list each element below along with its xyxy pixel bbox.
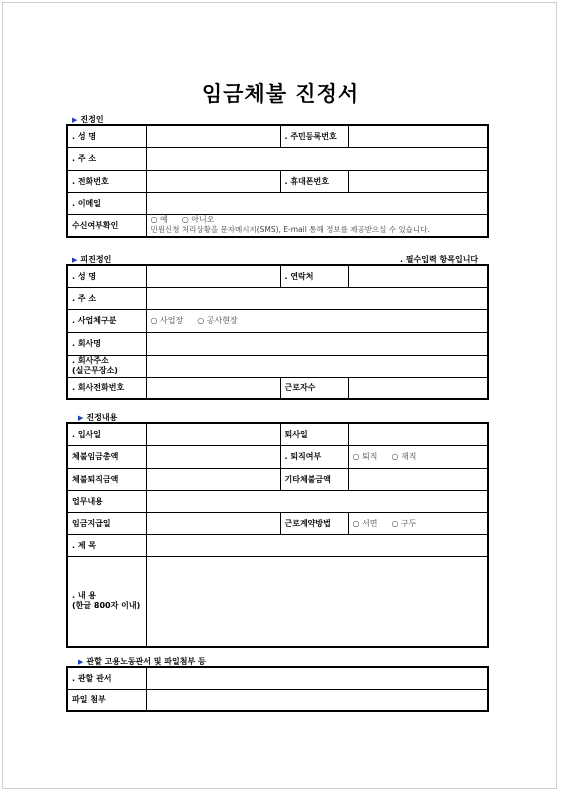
address-label: . 주 소 [67, 147, 146, 170]
mobile-label: . 휴대폰번호 [280, 170, 348, 192]
company-field[interactable] [146, 332, 488, 355]
respondent-table [66, 264, 489, 400]
consent-cell [146, 214, 488, 237]
rrn-field[interactable] [348, 125, 488, 147]
subject-field[interactable] [146, 534, 488, 556]
consent-yes-radio[interactable]: ○ 예 [150, 215, 168, 225]
email-label: . 이메일 [67, 192, 146, 214]
retired-radio[interactable]: ○ 퇴직 [352, 452, 378, 461]
section-title: 관할 고용노동관서 및 파일첨부 등 [86, 657, 206, 666]
employed-radio[interactable]: ○ 재직 [391, 452, 417, 461]
company-address-label: . 회사주소 (실근무장소) [67, 355, 146, 377]
biz-workplace-radio[interactable]: ○ 사업장 [150, 316, 184, 325]
company-address-field[interactable] [146, 355, 488, 377]
content-label: . 내 용 (한글 800자 이내) [67, 556, 146, 647]
unpaid-wage-label: 체불임금총액 [67, 445, 146, 468]
phone-field[interactable] [146, 170, 280, 192]
respondent-name-field[interactable] [146, 265, 280, 287]
consent-label: 수신여부확인 [67, 214, 146, 237]
page-title: 임금체불 진정서 [201, 82, 360, 106]
file-upload-field[interactable] [146, 689, 488, 711]
section-title: 진정인 [80, 115, 104, 124]
hire-date-label: . 입사일 [67, 423, 146, 445]
name-label: . 성 명 [67, 125, 146, 147]
contact-label: . 연락처 [280, 265, 348, 287]
petitioner-table [66, 124, 489, 238]
employees-field[interactable] [348, 377, 488, 399]
respondent-name-label: . 성 명 [67, 265, 146, 287]
unpaid-severance-field[interactable] [146, 468, 280, 490]
contract-verbal-radio[interactable]: ○ 구두 [391, 518, 417, 528]
name-field[interactable] [146, 125, 280, 147]
biz-type-label: . 사업체구분 [67, 309, 146, 332]
arrow-icon: ▶ [78, 658, 84, 666]
respondent-address-label: . 주 소 [67, 287, 146, 309]
office-table [66, 666, 489, 712]
contact-field[interactable] [348, 265, 488, 287]
file-label: 파일 첨부 [67, 689, 146, 711]
company-phone-label: . 회사전화번호 [67, 377, 146, 399]
consent-no-radio[interactable]: ○ 아니오 [181, 215, 215, 225]
section-title: 진정내용 [86, 413, 118, 422]
contract-cell [348, 512, 488, 534]
payday-field[interactable] [146, 512, 280, 534]
section-title: 피진정인 [80, 255, 112, 264]
respondent-address-field[interactable] [146, 287, 488, 309]
retire-cell [348, 445, 488, 468]
content-textarea[interactable] [146, 556, 488, 647]
biz-type-cell [146, 309, 488, 332]
required-note: . 필수입력 항목입니다 [400, 255, 479, 264]
address-field[interactable] [146, 147, 488, 170]
biz-construction-radio[interactable]: ○ 공사현장 [197, 316, 238, 325]
details-table [66, 422, 489, 648]
hire-date-field[interactable] [146, 423, 280, 445]
arrow-icon: ▶ [72, 256, 78, 264]
leave-date-field[interactable] [348, 423, 488, 445]
job-label: 업무내용 [67, 490, 146, 512]
company-phone-field[interactable] [146, 377, 280, 399]
email-field[interactable] [146, 192, 488, 214]
job-field[interactable] [146, 490, 488, 512]
contract-written-radio[interactable]: ○ 서면 [352, 518, 378, 528]
arrow-icon: ▶ [78, 414, 84, 422]
other-unpaid-field[interactable] [348, 468, 488, 490]
arrow-icon: ▶ [72, 116, 78, 124]
office-label: . 관할 관서 [67, 667, 146, 689]
phone-label: . 전화번호 [67, 170, 146, 192]
payday-label: 임금지급일 [67, 512, 146, 534]
rrn-label: . 주민등록번호 [280, 125, 348, 147]
subject-label: . 제 목 [67, 534, 146, 556]
retire-label: . 퇴직여부 [280, 445, 348, 468]
unpaid-wage-field[interactable] [146, 445, 280, 468]
employees-label: 근로자수 [280, 377, 348, 399]
mobile-field[interactable] [348, 170, 488, 192]
contract-label: 근로계약방법 [280, 512, 348, 534]
consent-note: 민원신청 처리상황을 문자메시지(SMS), E-mail 통해 정보를 제공받으실 수 있습니다. [150, 225, 430, 235]
leave-date-label: 퇴사일 [280, 423, 348, 445]
office-field[interactable] [146, 667, 488, 689]
company-label: . 회사명 [67, 332, 146, 355]
unpaid-severance-label: 체불퇴직금액 [67, 468, 146, 490]
other-unpaid-label: 기타체불금액 [280, 468, 348, 490]
